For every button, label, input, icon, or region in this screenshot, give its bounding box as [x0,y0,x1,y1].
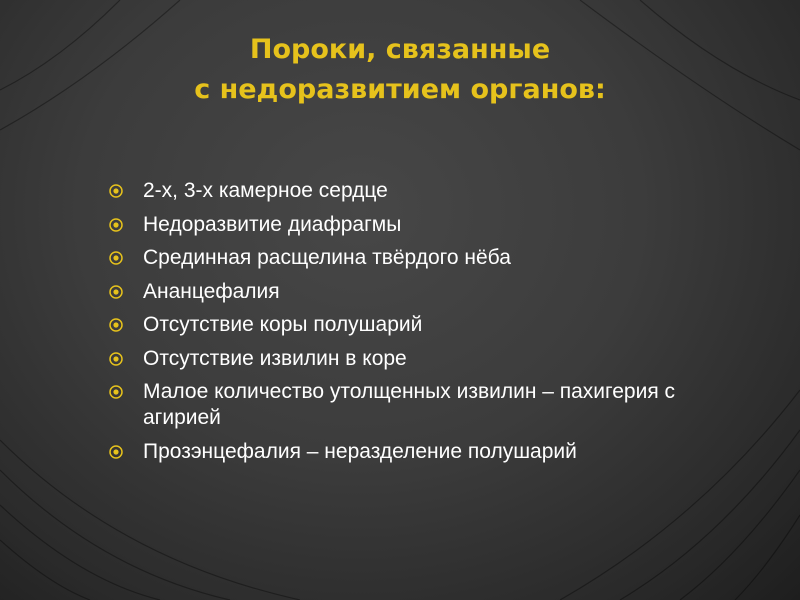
circled-dot-icon [108,284,124,300]
list-item [108,439,708,465]
circled-dot-icon [108,217,124,233]
list-item [108,312,708,338]
list-item [108,245,708,271]
circled-dot-icon [108,351,124,367]
list-item-text: Срединная расщелина твёрдого нёба [143,246,511,269]
circled-dot-icon [108,384,124,400]
circled-dot-icon [108,183,124,199]
list-item [108,279,708,305]
list-item [108,346,708,372]
list-item-text: Отсутствие коры полушарий [143,313,423,336]
circled-dot-icon [108,317,124,333]
circled-dot-icon [108,444,124,460]
list-item-text: Отсутствие извилин в коре [143,346,407,370]
slide-title-line-2: с недоразвитием органов: [194,74,606,105]
slide-title [0,30,800,110]
list-item-text: Прозэнцефалия – неразделение полушарий [143,439,577,463]
slide-title-line-1: Пороки, связанные [249,34,551,65]
circled-dot-icon [108,250,124,266]
list-item-text: Недоразвитие диафрагмы [143,212,402,236]
list-item [108,178,708,204]
list-item-text: 2-х, 3-х камерное сердце [143,179,388,202]
list-item-text: Малое количество утолщенных извилин – пахигерия с агирией [143,380,676,429]
list-item-text: Ананцефалия [143,279,280,303]
bullet-list [108,178,708,472]
list-item [108,212,708,238]
list-item [108,379,708,431]
